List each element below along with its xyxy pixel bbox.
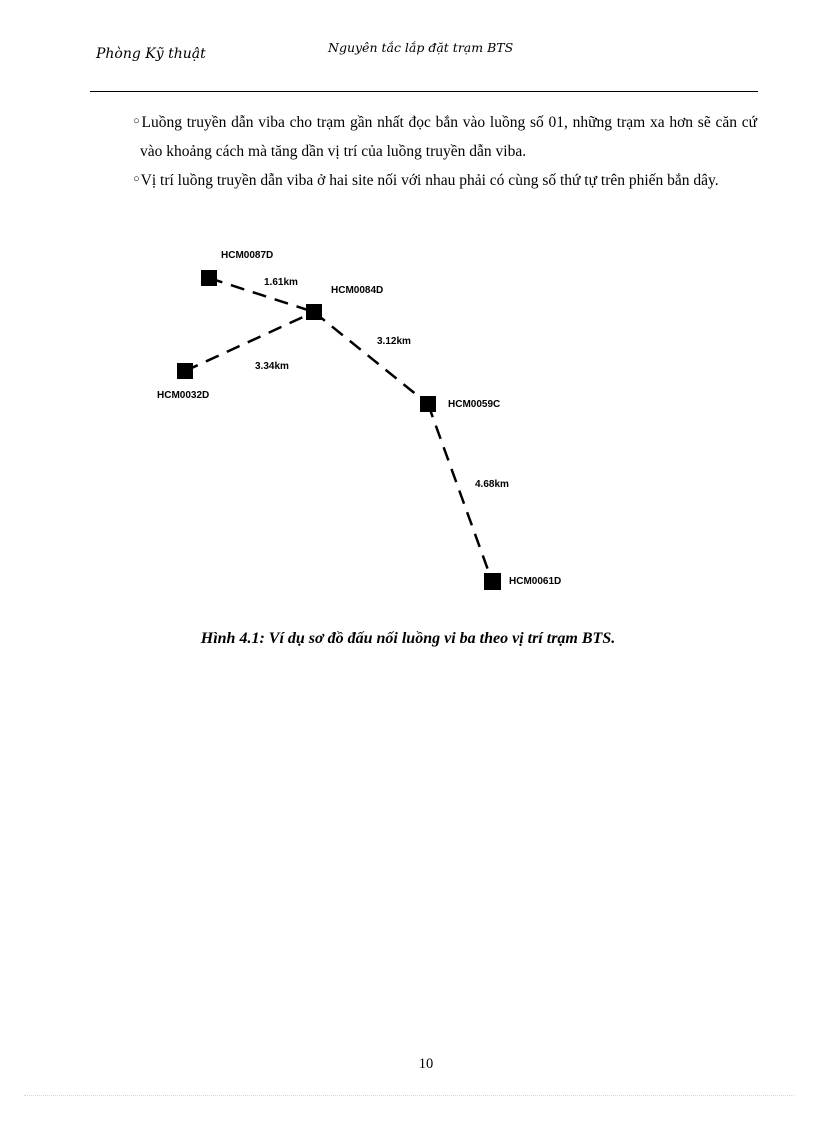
bullet-circle-icon: ○ <box>133 115 141 127</box>
page-number: 10 <box>418 1056 434 1072</box>
header-department: Phòng Kỹ thuật <box>96 46 206 62</box>
site-node-hcm0032d <box>177 363 193 379</box>
bullet-circle-icon: ○ <box>133 173 140 185</box>
link-hcm0084d-hcm0059c <box>314 312 428 404</box>
link-distance-1: 1.61km <box>264 277 298 288</box>
header-document-title: Nguyên tắc lắp đặt trạm BTS <box>328 40 514 55</box>
link-hcm0087d-hcm0084d <box>209 278 314 312</box>
site-node-hcm0059c <box>420 396 436 412</box>
link-distance-3: 3.12km <box>377 336 411 347</box>
site-node-hcm0087d <box>201 270 217 286</box>
link-hcm0059c-hcm0061d <box>428 404 492 581</box>
node-label-hcm0087d: HCM0087D <box>221 250 274 261</box>
site-node-hcm0084d <box>306 304 322 320</box>
bullet-text-1: Luồng truyền dẫn viba cho trạm gần nhất đọc bắn vào luồng số 01, những trạm xa hơn sẽ căn cứ vào khoảng cách mà tăng dần vị trí của luồng truyền dẫn viba. <box>140 114 757 160</box>
site-node-hcm0061d <box>484 573 501 590</box>
node-label-hcm0059c: HCM0059C <box>448 399 501 410</box>
node-label-hcm0032d: HCM0032D <box>157 390 210 401</box>
footer-divider <box>24 1095 794 1096</box>
link-hcm0032d-hcm0084d <box>185 312 314 371</box>
link-distance-2: 3.34km <box>255 361 289 372</box>
node-label-hcm0061d: HCM0061D <box>509 576 562 587</box>
node-label-hcm0084d: HCM0084D <box>331 285 384 296</box>
link-distance-4: 4.68km <box>475 479 509 490</box>
bullet-text-2: Vị trí luồng truyền dẫn viba ở hai site nối với nhau phải có cùng số thứ tự trên phiến bắn dây. <box>140 172 719 189</box>
figure-caption: Hình 4.1: Ví dụ sơ đồ đấu nối luồng vi ba theo vị trí trạm BTS. <box>200 630 616 647</box>
